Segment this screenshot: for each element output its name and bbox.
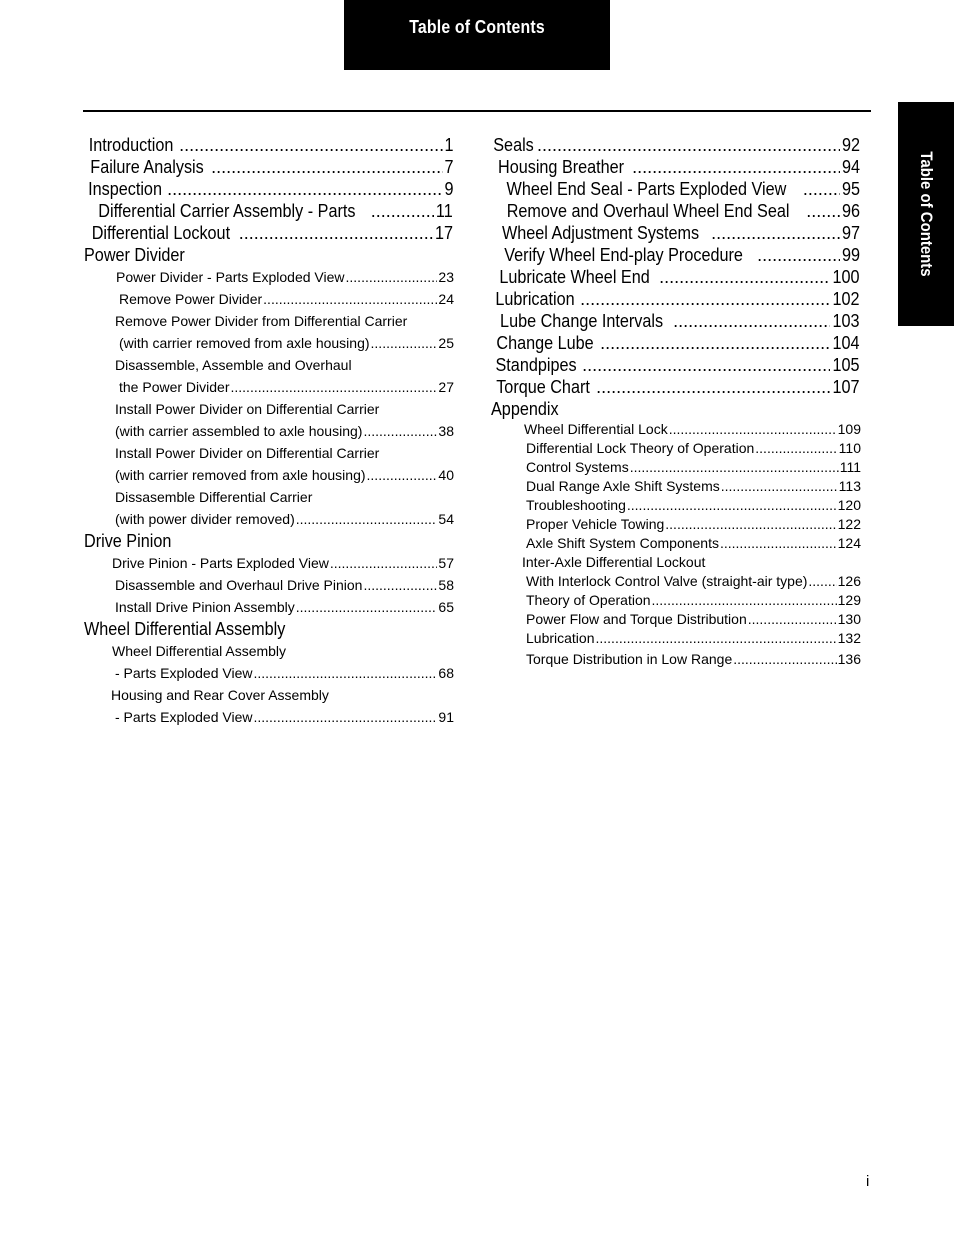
toc-entry[interactable] bbox=[84, 266, 454, 288]
toc-right-column bbox=[491, 134, 861, 670]
toc-entry-page: 27 bbox=[438, 379, 454, 395]
toc-entry[interactable] bbox=[491, 222, 861, 244]
toc-entry-title: Remove Power Divider bbox=[119, 291, 263, 307]
toc-entry-title: - Parts Exploded View bbox=[115, 665, 253, 681]
toc-entry-page: 109 bbox=[837, 421, 861, 437]
toc-entry[interactable] bbox=[491, 310, 861, 332]
toc-entry[interactable] bbox=[491, 288, 861, 310]
toc-entry[interactable] bbox=[491, 610, 861, 629]
toc-entry-page: 38 bbox=[438, 423, 454, 439]
toc-heading-text: Drive Pinion bbox=[84, 531, 172, 551]
toc-entry-page: 102 bbox=[832, 289, 860, 309]
toc-entry-title: Proper Vehicle Towing bbox=[526, 516, 665, 532]
toc-entry[interactable] bbox=[491, 477, 861, 496]
toc-entry-title: Torque Distribution in Low Range bbox=[526, 651, 733, 667]
toc-entry-page: 25 bbox=[438, 335, 454, 351]
toc-entry-title: Power Flow and Torque Distribution bbox=[526, 611, 747, 627]
header-title: Table of Contents bbox=[409, 17, 545, 37]
toc-entry-page: 94 bbox=[841, 157, 860, 177]
dot-leader bbox=[596, 629, 837, 648]
toc-heading-text: Wheel Differential Assembly bbox=[112, 643, 287, 659]
toc-entry[interactable] bbox=[84, 662, 454, 684]
toc-entry-title: Lubrication bbox=[526, 630, 595, 646]
toc-heading-text: Disassemble, Assemble and Overhaul bbox=[115, 357, 352, 373]
dot-leader bbox=[296, 596, 438, 618]
toc-entry-title: Drive Pinion - Parts Exploded View bbox=[112, 555, 329, 571]
toc-entry-title: Remove and Overhaul Wheel End Seal bbox=[506, 201, 790, 221]
toc-entry-page: 111 bbox=[839, 459, 861, 475]
dot-leader bbox=[239, 222, 433, 244]
toc-entry-page: 122 bbox=[837, 516, 861, 532]
dot-leader bbox=[673, 310, 830, 332]
toc-entry-title: Control Systems bbox=[526, 459, 629, 475]
toc-entry-title: (with power divider removed) bbox=[115, 511, 295, 527]
toc-entry[interactable] bbox=[84, 156, 454, 178]
dot-leader bbox=[721, 477, 838, 496]
dot-leader bbox=[652, 591, 837, 610]
toc-left-column bbox=[84, 134, 454, 728]
toc-entry-page: 96 bbox=[841, 201, 860, 221]
toc-entry[interactable] bbox=[491, 496, 861, 515]
toc-heading-text: Inter-Axle Differential Lockout bbox=[522, 554, 706, 570]
toc-entry-title: (with carrier assembled to axle housing) bbox=[115, 423, 363, 439]
toc-entry-title: - Parts Exploded View bbox=[115, 709, 253, 725]
dot-leader bbox=[720, 534, 837, 553]
toc-entry[interactable] bbox=[84, 706, 454, 728]
dot-leader bbox=[330, 552, 438, 574]
toc-entry[interactable] bbox=[491, 420, 861, 439]
toc-entry[interactable] bbox=[84, 596, 454, 618]
toc-entry-page: 91 bbox=[438, 709, 454, 725]
toc-entry-title: Disassemble and Overhaul Drive Pinion bbox=[115, 577, 363, 593]
toc-section-heading bbox=[84, 530, 454, 552]
toc-entry-title: Differential Lock Theory of Operation bbox=[526, 440, 755, 456]
toc-subheading bbox=[84, 354, 454, 376]
dot-leader bbox=[363, 574, 437, 596]
toc-entry-title: Torque Chart bbox=[496, 377, 590, 397]
dot-leader bbox=[711, 222, 840, 244]
toc-entry-page: 17 bbox=[434, 223, 453, 243]
toc-entry-title: Standpipes bbox=[495, 355, 577, 375]
toc-entry-page: 68 bbox=[438, 665, 454, 681]
toc-entry-title: Change Lube bbox=[496, 333, 594, 353]
toc-entry[interactable] bbox=[84, 178, 454, 200]
toc-entry[interactable] bbox=[84, 332, 454, 354]
toc-entry[interactable] bbox=[491, 332, 861, 354]
header-title-box bbox=[344, 0, 610, 70]
toc-entry-title: the Power Divider bbox=[119, 379, 230, 395]
toc-entry-page: 104 bbox=[832, 333, 860, 353]
toc-entry-title: (with carrier removed from axle housing) bbox=[115, 467, 366, 483]
dot-leader bbox=[367, 464, 438, 486]
toc-entry-title: Troubleshooting bbox=[526, 497, 626, 513]
toc-section-heading bbox=[84, 244, 454, 266]
toc-entry-page: 120 bbox=[837, 497, 861, 513]
toc-subheading bbox=[84, 398, 454, 420]
side-tab bbox=[898, 102, 954, 326]
toc-entry-page: 110 bbox=[838, 440, 861, 456]
toc-entry[interactable] bbox=[491, 156, 861, 178]
toc-entry-title: Differential Lockout bbox=[91, 223, 231, 243]
toc-entry-title: Verify Wheel End-play Procedure bbox=[504, 245, 743, 265]
dot-leader bbox=[346, 266, 438, 288]
toc-entry-page: 129 bbox=[837, 592, 861, 608]
toc-entry[interactable] bbox=[84, 508, 454, 530]
toc-entry[interactable] bbox=[84, 376, 454, 398]
toc-entry-title: Wheel Adjustment Systems bbox=[501, 223, 700, 243]
toc-subheading bbox=[84, 442, 454, 464]
toc-entry-title: Introduction bbox=[88, 135, 174, 155]
toc-entry-title: Install Drive Pinion Assembly bbox=[115, 599, 295, 615]
toc-entry[interactable] bbox=[84, 222, 454, 244]
toc-entry-page: 132 bbox=[837, 630, 861, 646]
toc-heading-text: Install Power Divider on Differential Carrier bbox=[115, 445, 380, 461]
toc-entry-page: 9 bbox=[444, 179, 454, 199]
toc-subheading bbox=[84, 640, 454, 662]
toc-entry-page: 23 bbox=[438, 269, 454, 285]
toc-entry-page: 1 bbox=[444, 135, 454, 155]
dot-leader bbox=[600, 332, 830, 354]
toc-entry-page: 24 bbox=[438, 291, 454, 307]
toc-entry-title: Lubricate Wheel End bbox=[499, 267, 650, 287]
toc-entry[interactable] bbox=[491, 354, 861, 376]
toc-heading-text: Appendix bbox=[491, 399, 559, 419]
toc-entry[interactable] bbox=[491, 439, 861, 458]
toc-subheading bbox=[491, 553, 861, 572]
toc-entry[interactable] bbox=[491, 200, 861, 222]
toc-entry[interactable] bbox=[491, 629, 861, 648]
toc-heading-text: Remove Power Divider from Differential Carrier bbox=[115, 313, 408, 329]
side-tab-label: Table of Contents bbox=[917, 151, 936, 277]
toc-heading-text: Install Power Divider on Differential Carrier bbox=[115, 401, 380, 417]
dot-leader bbox=[669, 420, 837, 439]
toc-entry-page: 40 bbox=[438, 467, 454, 483]
toc-entry[interactable] bbox=[491, 591, 861, 610]
toc-entry-page: 107 bbox=[832, 377, 860, 397]
dot-leader bbox=[733, 648, 836, 670]
toc-entry-title: Wheel Differential Lock bbox=[524, 421, 668, 437]
toc-entry-page: 65 bbox=[438, 599, 454, 615]
dot-leader bbox=[582, 354, 830, 376]
toc-entry[interactable] bbox=[84, 200, 454, 222]
dot-leader bbox=[371, 200, 435, 222]
dot-leader bbox=[627, 496, 837, 515]
toc-entry[interactable] bbox=[491, 534, 861, 553]
dot-leader bbox=[179, 134, 443, 156]
dot-leader bbox=[296, 508, 438, 530]
toc-entry[interactable] bbox=[84, 552, 454, 574]
dot-leader bbox=[363, 420, 437, 442]
toc-entry-title: Failure Analysis bbox=[90, 157, 204, 177]
toc-entry[interactable] bbox=[491, 648, 861, 670]
toc-entry-title: Housing Breather bbox=[498, 157, 625, 177]
dot-leader bbox=[665, 515, 836, 534]
toc-entry-page: 105 bbox=[832, 355, 860, 375]
dot-leader bbox=[231, 376, 438, 398]
toc-entry[interactable] bbox=[491, 458, 861, 477]
toc-entry[interactable] bbox=[84, 288, 454, 310]
toc-subheading bbox=[84, 684, 454, 706]
dot-leader bbox=[253, 706, 437, 728]
toc-entry-page: 58 bbox=[438, 577, 454, 593]
dot-leader bbox=[757, 244, 840, 266]
dot-leader bbox=[596, 376, 830, 398]
header-divider bbox=[83, 110, 871, 112]
toc-entry[interactable] bbox=[84, 134, 454, 156]
dot-leader bbox=[806, 200, 840, 222]
toc-entry[interactable] bbox=[84, 420, 454, 442]
toc-entry-title: Power Divider - Parts Exploded View bbox=[116, 269, 345, 285]
toc-entry[interactable] bbox=[491, 376, 861, 398]
toc-entry-page: 103 bbox=[832, 311, 860, 331]
toc-section-heading bbox=[84, 618, 454, 640]
toc-entry-title: Inspection bbox=[88, 179, 162, 199]
page-number: i bbox=[866, 1173, 870, 1190]
dot-leader bbox=[253, 662, 437, 684]
dot-leader bbox=[659, 266, 830, 288]
toc-entry[interactable] bbox=[84, 574, 454, 596]
toc-entry-page: 54 bbox=[438, 511, 454, 527]
toc-entry[interactable] bbox=[84, 464, 454, 486]
toc-entry-title: Axle Shift System Components bbox=[526, 535, 719, 551]
toc-heading-text: Power Divider bbox=[84, 245, 185, 265]
toc-entry-title: Dual Range Axle Shift Systems bbox=[526, 478, 720, 494]
toc-section-heading bbox=[491, 398, 861, 420]
toc-entry[interactable] bbox=[491, 244, 861, 266]
dot-leader bbox=[808, 572, 836, 591]
dot-leader bbox=[580, 288, 830, 310]
toc-heading-text: Wheel Differential Assembly bbox=[84, 619, 286, 639]
dot-leader bbox=[211, 156, 443, 178]
toc-subheading bbox=[84, 486, 454, 508]
dot-leader bbox=[263, 288, 437, 310]
toc-entry-page: 113 bbox=[838, 478, 861, 494]
toc-entry-page: 136 bbox=[837, 651, 861, 667]
dot-leader bbox=[537, 134, 840, 156]
toc-entry-page: 92 bbox=[841, 135, 860, 155]
dot-leader bbox=[748, 610, 837, 629]
toc-entry-title: (with carrier removed from axle housing) bbox=[119, 335, 370, 351]
dot-leader bbox=[371, 332, 438, 354]
toc-entry-page: 11 bbox=[436, 201, 454, 221]
toc-entry-title: Seals bbox=[493, 135, 534, 155]
toc-entry-page: 7 bbox=[444, 157, 454, 177]
toc-entry-title: Lube Change Intervals bbox=[500, 311, 664, 331]
toc-entry-page: 57 bbox=[438, 555, 454, 571]
dot-leader bbox=[632, 156, 840, 178]
dot-leader bbox=[755, 439, 837, 458]
toc-entry-title: Theory of Operation bbox=[526, 592, 651, 608]
toc-entry-title: Differential Carrier Assembly - Parts bbox=[98, 201, 356, 221]
toc-heading-text: Dissasemble Differential Carrier bbox=[115, 489, 313, 505]
toc-entry-page: 99 bbox=[841, 245, 860, 265]
toc-entry[interactable] bbox=[491, 515, 861, 534]
toc-heading-text: Housing and Rear Cover Assembly bbox=[111, 687, 329, 703]
toc-entry-page: 130 bbox=[837, 611, 861, 627]
toc-entry[interactable] bbox=[491, 266, 861, 288]
dot-leader bbox=[630, 458, 839, 477]
toc-entry-page: 124 bbox=[837, 535, 861, 551]
toc-entry-title: With Interlock Control Valve (straight-air type) bbox=[526, 573, 808, 589]
toc-entry[interactable] bbox=[491, 572, 861, 591]
dot-leader bbox=[803, 178, 840, 200]
toc-entry[interactable] bbox=[491, 134, 861, 156]
toc-entry-page: 97 bbox=[841, 223, 860, 243]
dot-leader bbox=[167, 178, 443, 200]
toc-entry-page: 100 bbox=[832, 267, 860, 287]
toc-entry-page: 126 bbox=[837, 573, 861, 589]
toc-entry-title: Wheel End Seal - Parts Exploded View bbox=[506, 179, 787, 199]
toc-subheading bbox=[84, 310, 454, 332]
toc-entry[interactable] bbox=[491, 178, 861, 200]
toc-entry-title: Lubrication bbox=[495, 289, 575, 309]
toc-entry-page: 95 bbox=[841, 179, 860, 199]
